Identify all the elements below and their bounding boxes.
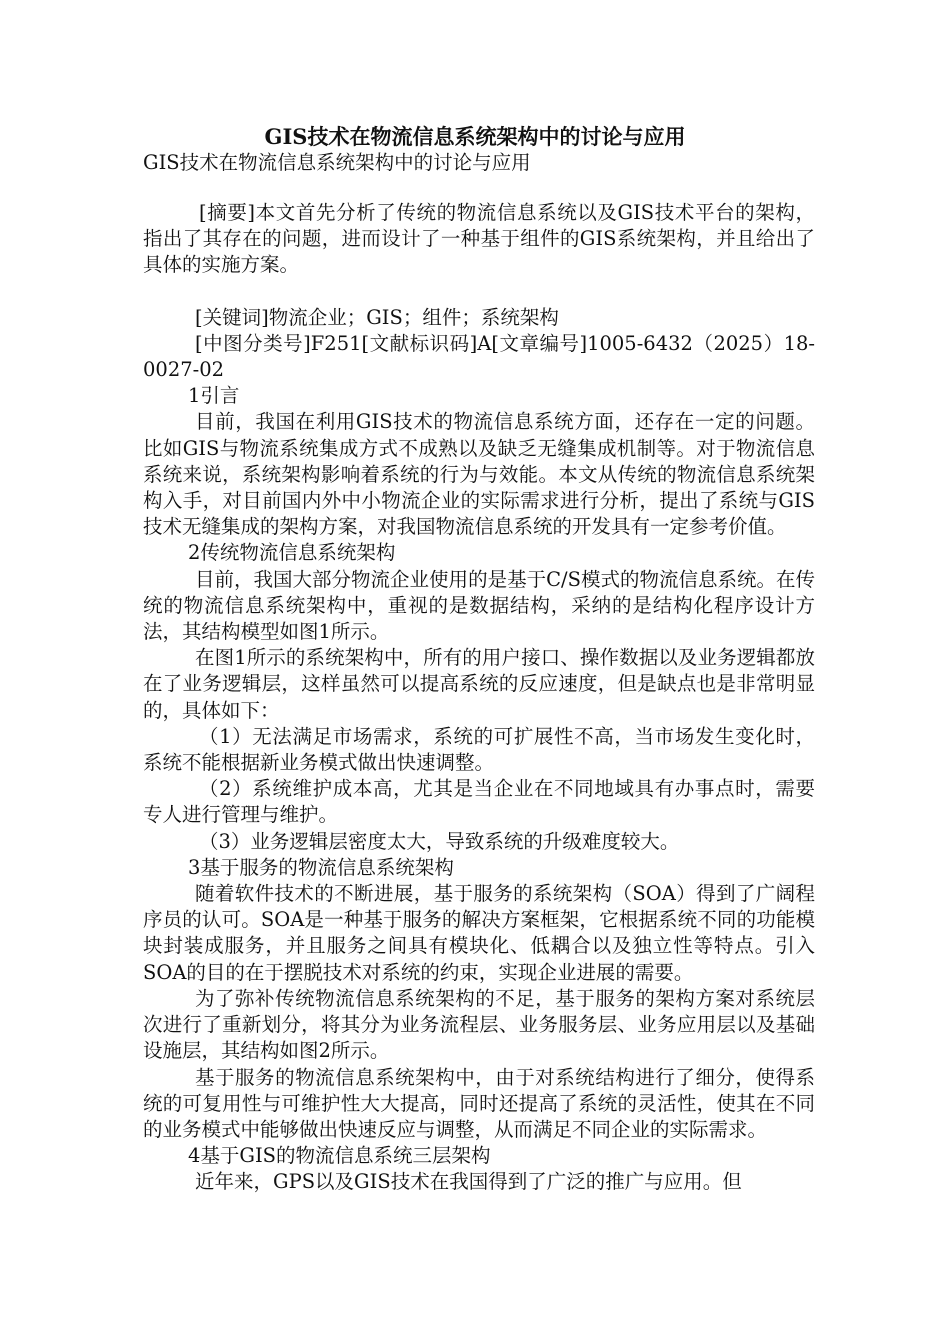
- document-title: GIS技术在物流信息系统架构中的讨论与应用: [264, 124, 686, 149]
- body-paragraph: 近年来，GPS以及GIS技术在我国得到了广泛的推广与应用。但: [195, 1170, 742, 1194]
- body-paragraph: 目前，我国大部分物流企业使用的是基于C/S模式的物流信息系统。在传统的物流信息系统架构中，重视的是数据结构，采纳的是结构化程序设计方法，其结构模型如图1所示。: [143, 567, 815, 644]
- list-item: （2）系统维护成本高，尤其是当企业在不同地域具有办事点时，需要专人进行管理与维护。: [143, 777, 815, 827]
- spacer: [143, 279, 815, 305]
- body-paragraph: 在图1所示的系统架构中，所有的用户接口、操作数据以及业务逻辑都放在了业务逻辑层，这样虽然可以提高系统的反应速度，但是缺点也是非常明显的，具体如下：: [143, 646, 815, 722]
- section-heading: 4基于GIS的物流信息系统三层架构: [188, 1144, 491, 1168]
- document-subtitle: GIS技术在物流信息系统架构中的讨论与应用: [143, 151, 531, 174]
- section-heading: 2传统物流信息系统架构: [188, 541, 396, 565]
- section-heading: 3基于服务的物流信息系统架构: [188, 855, 454, 879]
- body-paragraph: 为了弥补传统物流信息系统架构的不足，基于服务的架构方案对系统层次进行了重新划分，将其分为业务流程层、业务服务层、业务应用层以及基础设施层，其结构如图2所示。: [143, 986, 815, 1063]
- list-item: （3）业务逻辑层密度太大，导致系统的升级难度较大。: [199, 829, 680, 853]
- document-body: [143, 200, 815, 1196]
- body-paragraph: 目前，我国在利用GIS技术的物流信息系统方面，还存在一定的问题。比如GIS与物流系统集成方式不成熟以及缺乏无缝集成机制等。对于物流信息系统来说，系统架构影响着系统的行为与效能。本文从传统的物流信息系统架构入手，对目前国内外中小物流企业的实际需求进行分析，提出了系统与GIS技术无缝集成的架构方案，对我国物流信息系统的开发具有一定参考价值。: [143, 410, 815, 539]
- classification-line: [中图分类号]F251[文献标识码]A[文章编号]1005-6432（2025）18-0027-02: [143, 331, 815, 382]
- keywords-line: [关键词]物流企业；GIS；组件；系统架构: [195, 305, 559, 329]
- body-paragraph: 基于服务的物流信息系统架构中，由于对系统结构进行了细分，使得系统的可复用性与可维护性大大提高，同时还提高了系统的灵活性，使其在不同的业务模式中能够做出快速反应与调整，从而满足不同企业的实际需求。: [143, 1065, 815, 1141]
- body-paragraph: 随着软件技术的不断进展，基于服务的系统架构（SOA）得到了广阔程序员的认可。SOA是一种基于服务的解决方案框架，它根据系统不同的功能模块封装成服务，并且服务之间具有模块化、低耦合以及独立性等特点。引入SOA的目的在于摆脱技术对系统的约束，实现企业进展的需要。: [143, 882, 815, 984]
- abstract-paragraph: [摘要]本文首先分析了传统的物流信息系统以及GIS技术平台的架构，指出了其存在的问题，进而设计了一种基于组件的GIS系统架构，并且给出了具体的实施方案。: [143, 201, 815, 277]
- list-item: （1）无法满足市场需求，系统的可扩展性不高，当市场发生变化时，系统不能根据新业务模式做出快速调整。: [143, 724, 815, 775]
- section-heading: 1引言: [188, 384, 240, 408]
